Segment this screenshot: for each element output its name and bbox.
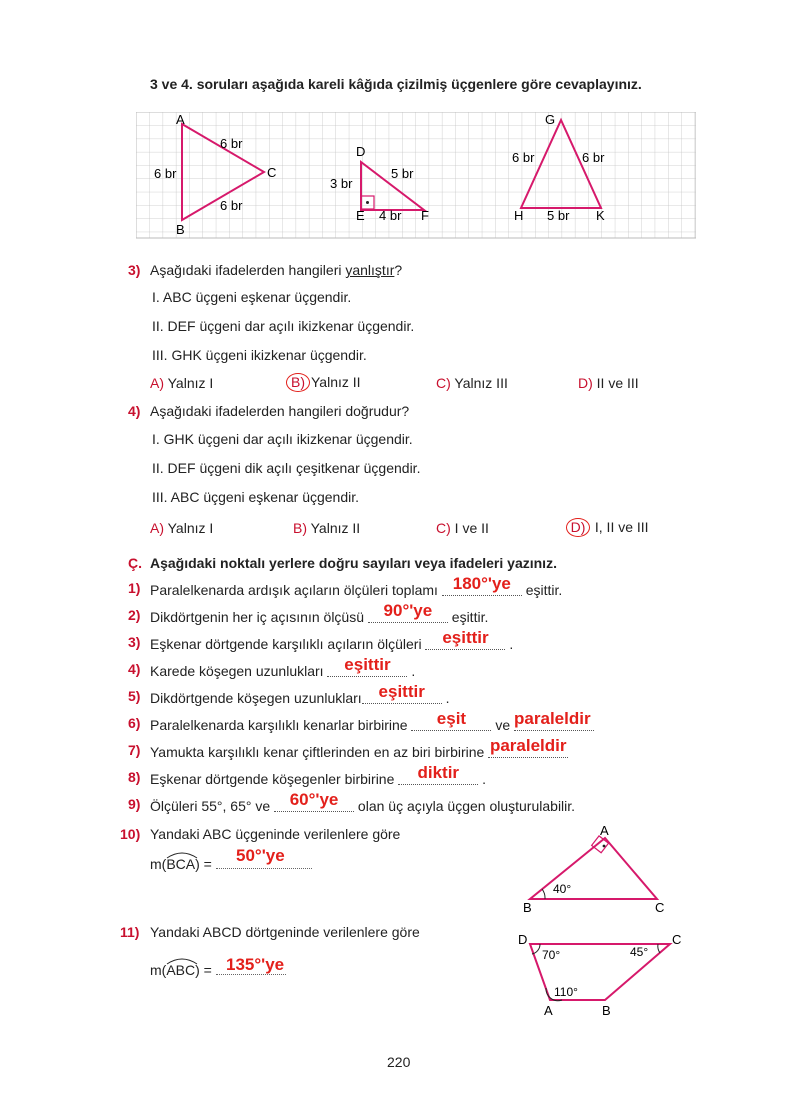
q3-number: 3) <box>128 262 141 278</box>
fill-answer: 180°'ye <box>452 574 511 593</box>
fill-item-post: . <box>505 636 514 652</box>
fill-answer: eşittir <box>378 682 425 701</box>
q11-number: 11) <box>120 924 140 940</box>
fill-blank[interactable] <box>442 574 522 596</box>
fig11-angle-c: 45° <box>630 945 649 959</box>
fill-answer: 90°'ye <box>383 601 433 620</box>
fill-answer: eşittir <box>344 655 391 674</box>
label-gh: 6 br <box>512 150 535 165</box>
fill-blank[interactable] <box>327 655 407 677</box>
fill-item-text: Eşkenar dörtgende karşılıklı açıların ölçüleri <box>150 636 426 652</box>
fill-blank[interactable] <box>362 682 442 704</box>
q4-item-2: II. DEF üçgeni dik açılı çeşitkenar üçgendir. <box>152 460 421 476</box>
q4-number: 4) <box>128 403 141 419</box>
label-h: H <box>514 208 524 223</box>
q4-item-1: I. GHK üçgeni dar açılı ikizkenar üçgendir. <box>152 431 413 447</box>
fill-item-number: 7) <box>128 742 141 758</box>
fill-item-number: 8) <box>128 769 141 785</box>
fill-item-text: Paralelkenarda karşılıklı kenarlar birbirine <box>150 717 412 733</box>
fill-answer: 60°'ye <box>289 790 339 809</box>
fill-answer: paraleldir <box>489 736 567 755</box>
label-ab: 6 br <box>154 166 177 181</box>
fill-blank[interactable] <box>274 790 354 812</box>
fill-blank[interactable] <box>425 628 505 650</box>
fill-item-number: 4) <box>128 661 141 677</box>
fill-item-post: . <box>478 771 487 787</box>
fill-item <box>150 655 416 679</box>
fill-item-text: Ölçüleri 55°, 65° ve <box>150 798 275 814</box>
q3-item-3: III. GHK üçgeni ikizkenar üçgendir. <box>152 347 367 363</box>
fill-blank[interactable] <box>488 736 568 758</box>
fig11-angle-a: 110° <box>554 985 578 999</box>
fig11-a: A <box>544 1003 553 1018</box>
page-number: 220 <box>387 1054 411 1070</box>
q10-number: 10) <box>120 826 141 842</box>
q11-answer: 135°'ye <box>226 955 285 974</box>
label-df: 5 br <box>391 166 414 181</box>
fill-item-post: olan üç açıyla üçgen oluşturulabilir. <box>354 798 576 814</box>
q4-option-b[interactable]: B) Yalnız II <box>293 520 361 536</box>
label-k: K <box>596 208 605 223</box>
label-bc: 6 br <box>220 198 243 213</box>
q10-answer: 50°'ye <box>236 846 285 865</box>
fill-item <box>150 682 450 706</box>
fill-item-number: 9) <box>128 796 141 812</box>
label-g: G <box>545 112 556 127</box>
fill-blank-2[interactable] <box>514 709 594 731</box>
fig10-angle-b: 40° <box>553 882 572 896</box>
q3-item-1: I. ABC üçgeni eşkenar üçgendir. <box>152 289 352 305</box>
fill-item <box>150 790 576 814</box>
fill-item <box>150 736 568 760</box>
fill-item <box>150 709 594 733</box>
fill-item-mid: ve <box>491 717 515 733</box>
fill-answer-2: paraleldir <box>514 709 591 728</box>
fill-blank[interactable] <box>368 601 448 623</box>
fig10-c: C <box>655 900 665 915</box>
q4-option-d[interactable]: D) I, II ve III <box>566 518 649 537</box>
q10-expression: m(BCA ) = <box>150 856 312 872</box>
fig10-b: B <box>523 900 532 915</box>
q3-option-b[interactable]: B) Yalnız II <box>286 373 361 392</box>
fill-item-number: 6) <box>128 715 141 731</box>
label-f: F <box>421 208 429 223</box>
q11-stem: Yandaki ABCD dörtgeninde verilenlere göre <box>150 924 420 940</box>
q4-option-a[interactable]: A) Yalnız I <box>150 520 214 536</box>
grid-figure <box>136 112 696 240</box>
fill-item-number: 2) <box>128 607 141 623</box>
q3-option-a[interactable]: A) Yalnız I <box>150 375 214 391</box>
label-hk: 5 br <box>547 208 570 223</box>
fill-item-post: . <box>407 663 416 679</box>
figure-abcd-quadrilateral <box>510 930 690 1020</box>
q3-stem: Aşağıdaki ifadelerden hangileri yanlıştır? <box>150 262 403 278</box>
fill-answer: eşittir <box>442 628 489 647</box>
label-ac: 6 br <box>220 136 243 151</box>
label-b: B <box>176 222 185 237</box>
label-e: E <box>356 208 365 223</box>
label-c: C <box>267 165 277 180</box>
q4-item-3: III. ABC üçgeni eşkenar üçgendir. <box>152 489 360 505</box>
label-gk: 6 br <box>582 150 605 165</box>
fill-item <box>150 601 489 625</box>
section-c-letter: Ç. <box>128 555 142 571</box>
fig11-angle-d: 70° <box>542 948 561 962</box>
fill-answer: diktir <box>417 763 460 782</box>
fig11-c: C <box>672 932 682 947</box>
q10-stem: Yandaki ABC üçgeninde verilenlere göre <box>150 826 401 842</box>
q11-expression: m(ABC ) = <box>150 962 286 978</box>
label-d: D <box>356 144 366 159</box>
fill-item <box>150 574 563 598</box>
label-de: 3 br <box>330 176 353 191</box>
label-a: A <box>176 112 185 127</box>
figure-abc-triangle <box>515 822 675 917</box>
q4-stem: Aşağıdaki ifadelerden hangileri doğrudur? <box>150 403 410 419</box>
fill-item-post: eşittir. <box>521 582 563 598</box>
fig11-d: D <box>518 932 528 947</box>
fill-item-text: Yamukta karşılıklı kenar çiftlerinden en az biri birbirine <box>150 744 489 760</box>
q3-item-2: II. DEF üçgeni dar açılı ikizkenar üçgendir. <box>152 318 415 334</box>
q4-option-c[interactable]: C) I ve II <box>436 520 489 536</box>
fill-blank[interactable] <box>398 763 478 785</box>
fill-answer: eşit <box>436 709 467 728</box>
fill-item-number: 1) <box>128 580 141 596</box>
fig10-a: A <box>600 823 609 838</box>
label-ef: 4 br <box>379 208 402 223</box>
fill-item-post: eşittir. <box>447 609 489 625</box>
fill-item-text: Eşkenar dörtgende köşegenler birbirine <box>150 771 399 787</box>
intro-text: 3 ve 4. soruları aşağıda kareli kâğıda çizilmiş üçgenlere göre cevaplayınız. <box>150 76 642 92</box>
fig11-b: B <box>602 1003 611 1018</box>
fill-blank[interactable] <box>411 709 491 731</box>
q3-option-c[interactable]: C) Yalnız III <box>436 375 508 391</box>
fill-item-post: . <box>441 690 450 706</box>
fill-item-number: 3) <box>128 634 141 650</box>
fill-item <box>150 628 514 652</box>
q3-option-d[interactable]: D) II ve III <box>578 375 639 391</box>
fill-item-text: Dikdörtgende köşegen uzunlukları <box>150 690 362 706</box>
fill-item-text: Karede köşegen uzunlukları <box>150 663 328 679</box>
section-c-title: Aşağıdaki noktalı yerlere doğru sayıları veya ifadeleri yazınız. <box>150 555 557 571</box>
fill-item-text: Paralelkenarda ardışık açıların ölçüleri toplamı <box>150 582 442 598</box>
fill-item-text: Dikdörtgenin her iç açısının ölçüsü <box>150 609 368 625</box>
fill-item <box>150 763 487 787</box>
fill-item-number: 5) <box>128 688 141 704</box>
